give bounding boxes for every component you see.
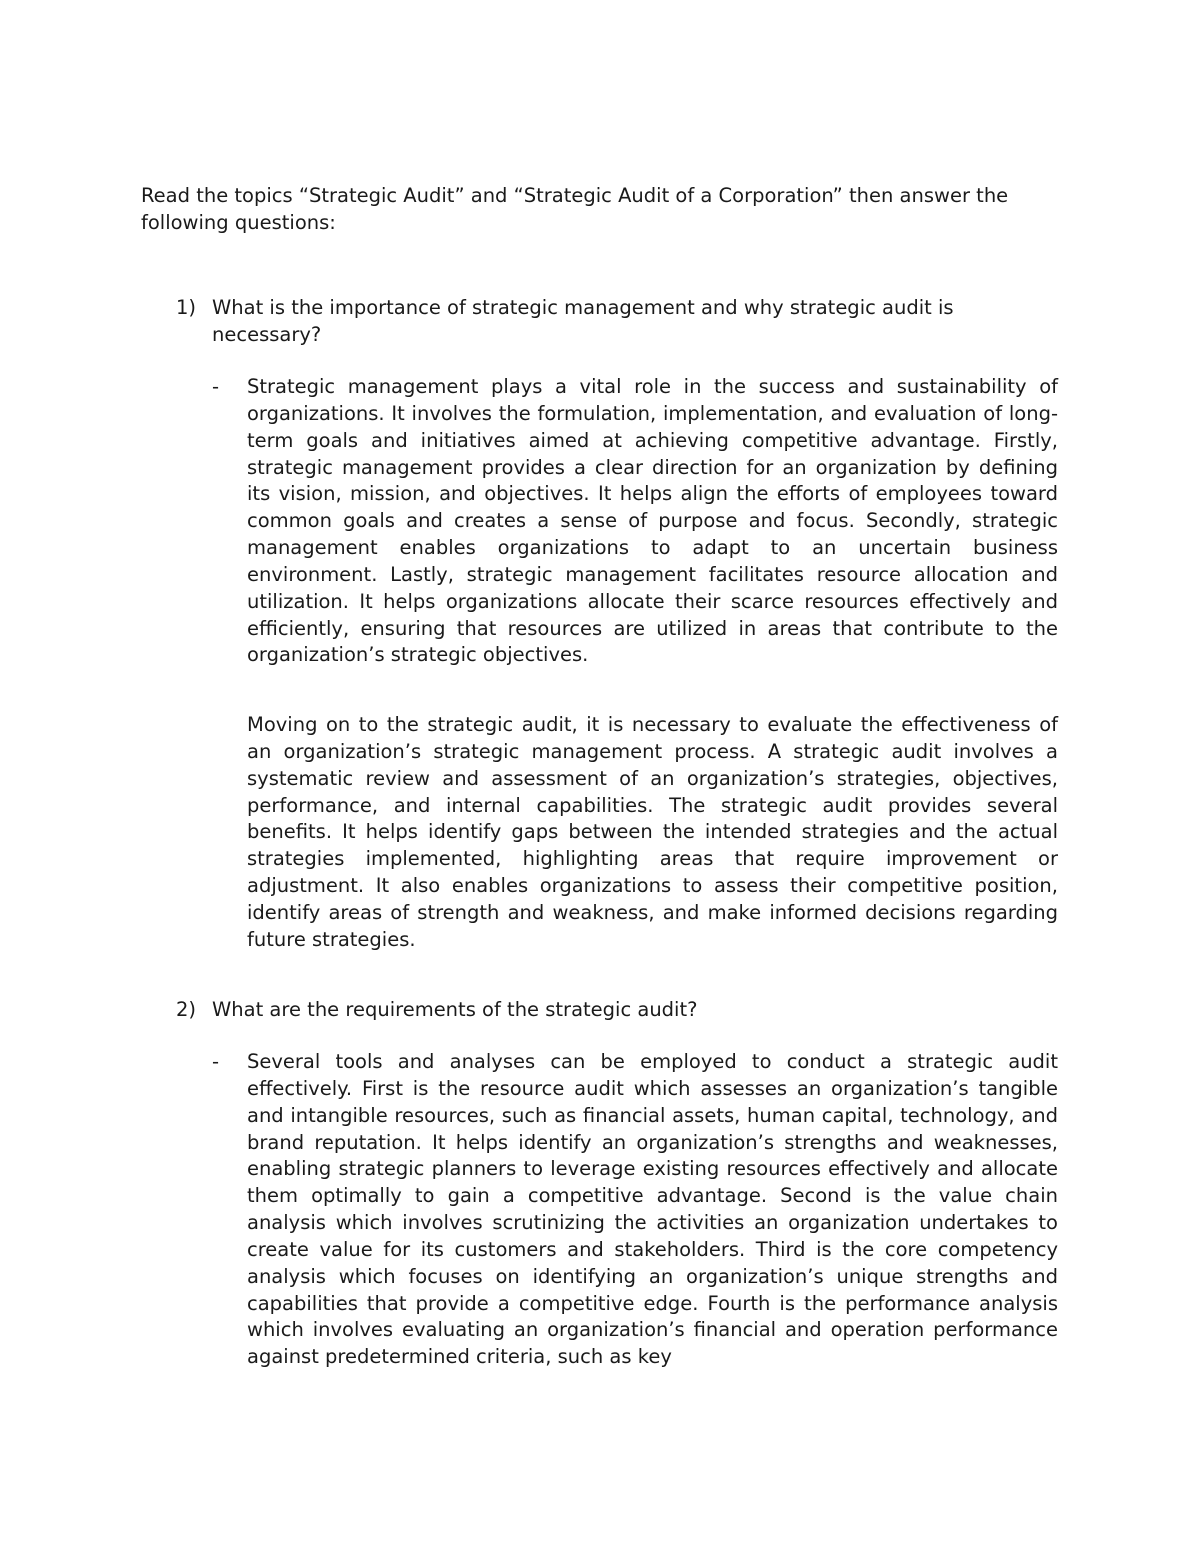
answer-text: Several tools and analyses can be employed to conduct a strategic audit effectively. First is the resource audit which assesses an organization’s tangible and intangible resources, such as financial assets, human capital, technology, and brand reputation. It helps identify an organization’s strengths and weaknesses, enabling strategic planners to leverage existing resources effectively and allocate them optimally to gain a competitive advantage. Second is the value chain analysis which involves scrutinizing the activities an organization undertakes to create value for its customers and stakeholders. Third is the core competency analysis which focuses on identifying an organization’s unique strengths and capabilities that provide a competitive edge. Fourth is the performance analysis which involves evaluating an organization’s financial and operation performance against predetermined criteria, such as key xyxy=(247,1050,1058,1369)
answer-1-paragraph-2 xyxy=(212,712,1058,954)
question-1 xyxy=(176,294,1056,348)
question-text: What is the importance of strategic management and why strategic audit is necessary? xyxy=(212,296,954,346)
question-number: 1) xyxy=(176,296,197,319)
list-dash: - xyxy=(212,375,220,398)
answer-text: Moving on to the strategic audit, it is necessary to evaluate the effectiveness of an organization’s strategic management process. A strategic audit involves a systematic review and assessment of an organization’s strategies, objectives, performance, and internal capabilities. The strategic audit provides several benefits. It helps identify gaps between the intended strategies and the actual strategies implemented, highlighting areas that require improvement or adjustment. It also enables organizations to assess their competitive position, identify areas of strength and weakness, and make informed decisions regarding future strategies. xyxy=(247,713,1058,951)
answer-text: Strategic management plays a vital role in the success and sustainability of organizations. It involves the formulation, implementation, and evaluation of long-term goals and initiatives aimed at achieving competitive advantage. Firstly, strategic management provides a clear direction for an organization by defining its vision, mission, and objectives. It helps align the efforts of employees toward common goals and creates a sense of purpose and focus. Secondly, strategic management enables organizations to adapt to an uncertain business environment. Lastly, strategic management facilitates resource allocation and utilization. It helps organizations allocate their scarce resources effectively and efficiently, ensuring that resources are utilized in areas that contribute to the organization’s strategic objectives. xyxy=(247,375,1058,667)
answer-2-paragraph-1 xyxy=(212,1049,1058,1371)
question-number: 2) xyxy=(176,998,197,1021)
list-dash: - xyxy=(212,1050,220,1073)
intro-paragraph: Read the topics “Strategic Audit” and “Strategic Audit of a Corporation” then answer the following questions: xyxy=(141,184,1009,234)
answer-1-paragraph-1 xyxy=(212,374,1058,669)
question-2 xyxy=(176,996,1056,1023)
question-text: What are the requirements of the strategic audit? xyxy=(212,998,698,1021)
